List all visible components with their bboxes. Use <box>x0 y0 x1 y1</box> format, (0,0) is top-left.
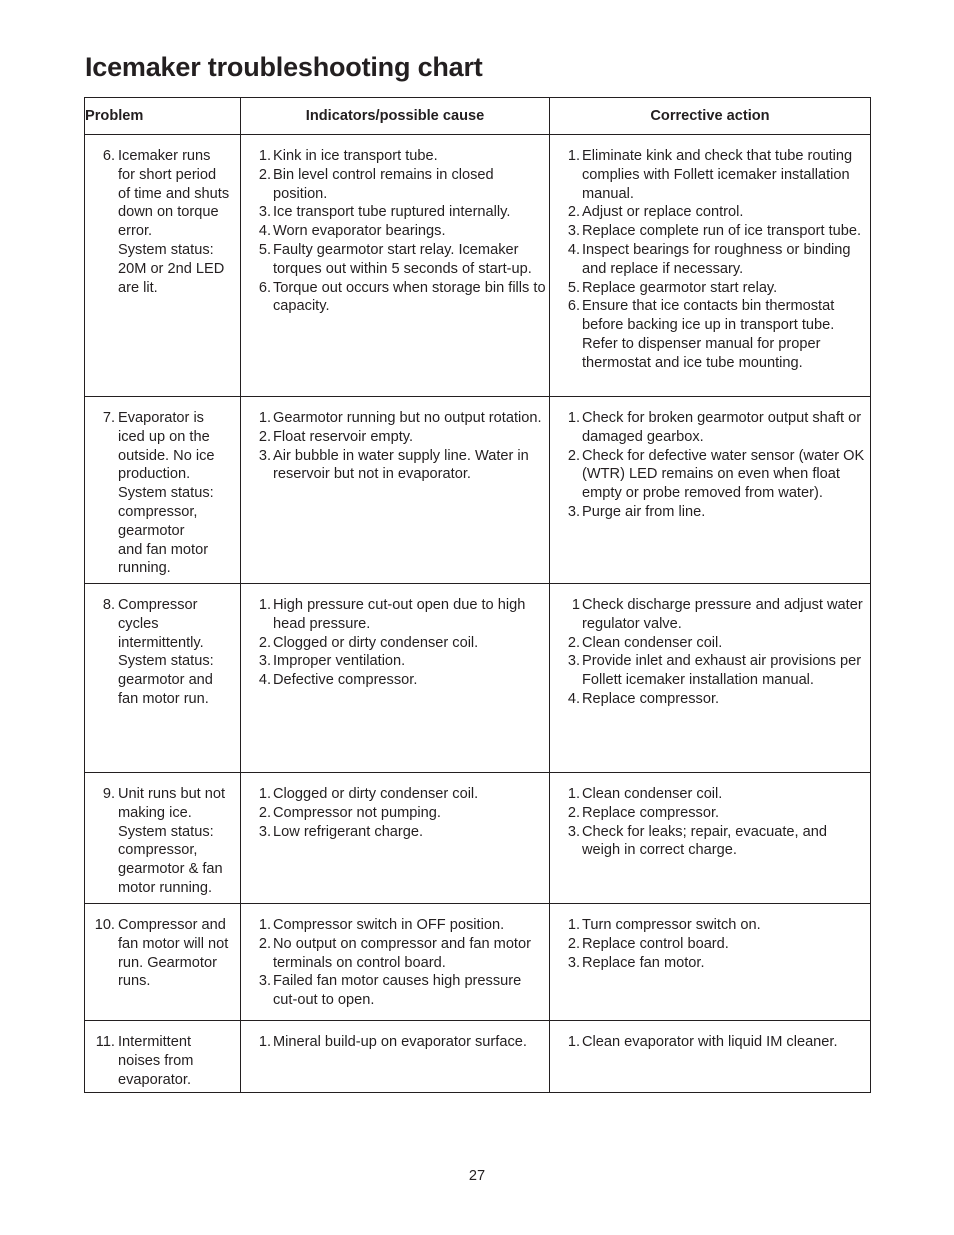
action-item <box>550 823 870 861</box>
header-problem: Problem <box>85 98 241 135</box>
problem-text: Compressor cycles intermittently. System status: gearmotor and fan motor run. <box>118 597 214 707</box>
action-item <box>550 409 870 447</box>
action-item <box>550 241 870 279</box>
action-item <box>550 447 870 503</box>
action-item-number: 1 <box>571 597 580 613</box>
action-item-number: 3. <box>567 653 580 670</box>
cause-item <box>241 203 549 222</box>
cause-item-text: Air bubble in water supply line. Water in reservoir but not in evaporator. <box>273 447 529 483</box>
action-cell <box>550 1020 871 1092</box>
action-list <box>550 596 870 719</box>
cause-item <box>241 785 549 804</box>
action-item-number: 1. <box>567 148 580 164</box>
cause-item-text: Clogged or dirty condenser coil. <box>273 786 479 802</box>
problem-cell <box>85 135 241 397</box>
problem-number: 9. <box>102 786 115 802</box>
cause-item <box>241 823 549 842</box>
problem-entry <box>85 409 240 578</box>
cause-item-text: High pressure cut-out open due to high head pressure. <box>273 597 526 632</box>
action-item <box>550 1033 870 1052</box>
cause-item-text: Mineral build-up on evaporator surface. <box>273 1033 527 1050</box>
cause-item-text: Compressor not pumping. <box>273 804 441 821</box>
cause-item <box>241 166 549 204</box>
cause-cell <box>241 135 550 397</box>
action-item <box>550 804 870 823</box>
problem-number: 7. <box>102 410 115 426</box>
problem-number: 6. <box>102 148 115 164</box>
table-row <box>85 135 871 397</box>
action-item-number: 5. <box>567 279 580 296</box>
action-item-text: Inspect bearings for roughness or binding and replace if necessary. <box>582 241 851 277</box>
problem-entry <box>85 596 240 709</box>
table-row <box>85 584 871 773</box>
action-item-text: Ensure that ice contacts bin thermostat before backing ice up in transport tube. Refer to dispenser manual for proper thermostat and ice tube mounting. <box>582 298 835 371</box>
cause-item-number: 3. <box>258 447 271 464</box>
cause-item-number: 3. <box>258 823 271 840</box>
cause-item <box>241 409 549 428</box>
action-item-number: 6. <box>567 298 580 315</box>
page-number: 27 <box>468 1168 486 1184</box>
action-item-number: 2. <box>567 804 580 821</box>
cause-item-text: Low refrigerant charge. <box>273 823 424 840</box>
problem-number: 8. <box>102 597 115 613</box>
cause-item-number: 2. <box>258 935 271 952</box>
action-item-number: 1. <box>567 786 580 802</box>
cause-item <box>241 972 549 1010</box>
cause-item <box>241 279 549 317</box>
cause-item <box>241 804 549 823</box>
cause-item-number: 2. <box>258 804 271 821</box>
cause-item-number: 1. <box>258 597 271 613</box>
cause-item-text: Improper ventilation. <box>273 653 406 670</box>
cause-list <box>241 596 549 700</box>
cause-item-text: Worn evaporator bearings. <box>273 223 446 240</box>
action-item-text: Check for defective water sensor (water OK (WTR) LED remains on even when float empty or probe removed from water). <box>582 447 865 502</box>
action-item-text: Replace compressor. <box>582 690 720 707</box>
cause-item <box>241 1033 549 1052</box>
action-item <box>550 690 870 709</box>
action-item-text: Replace complete run of ice transport tube. <box>582 223 862 240</box>
cause-item-number: 1. <box>258 917 271 933</box>
problem-entry <box>85 916 240 991</box>
cause-item-text: Gearmotor running but no output rotation. <box>273 410 542 426</box>
action-item-text: Adjust or replace control. <box>582 204 744 221</box>
header-action: Corrective action <box>550 98 871 135</box>
cause-item-number: 3. <box>258 204 271 221</box>
cause-cell <box>241 904 550 1021</box>
problem-text: Unit runs but not making ice. System status: compressor, gearmotor & fan motor running. <box>118 786 226 896</box>
action-item-number: 1. <box>567 917 580 933</box>
cause-item <box>241 147 549 166</box>
problem-text: Compressor and fan motor will not run. Gearmotor runs. <box>118 917 229 990</box>
action-item-text: Clean condenser coil. <box>582 786 723 802</box>
action-item-number: 3. <box>567 954 580 971</box>
action-item <box>550 634 870 653</box>
action-list <box>550 785 870 870</box>
problem-entry <box>85 785 240 898</box>
cause-item-number: 5. <box>258 241 271 258</box>
action-item-number: 2. <box>567 447 580 464</box>
action-item <box>550 203 870 222</box>
table-row <box>85 397 871 584</box>
action-item-text: Eliminate kink and check that tube routing complies with Follett icemaker installation manual. <box>582 148 853 202</box>
cause-list <box>241 1033 549 1062</box>
action-item-number: 3. <box>567 223 580 240</box>
action-item-number: 4. <box>567 241 580 258</box>
page-title: Icemaker troubleshooting chart <box>85 52 483 82</box>
cause-item-number: 2. <box>258 428 271 445</box>
action-item-text: Replace control board. <box>582 935 729 952</box>
action-item <box>550 652 870 690</box>
action-item-number: 1. <box>567 1033 580 1050</box>
action-item-number: 2. <box>567 634 580 651</box>
cause-item-text: No output on compressor and fan motor terminals on control board. <box>273 935 531 971</box>
cause-item-number: 6. <box>258 279 271 296</box>
cause-cell <box>241 584 550 773</box>
action-item-text: Replace gearmotor start relay. <box>582 279 778 296</box>
problem-cell <box>85 397 241 584</box>
action-item <box>550 916 870 935</box>
action-cell <box>550 773 871 904</box>
action-list <box>550 916 870 982</box>
action-item <box>550 596 870 634</box>
cause-item <box>241 935 549 973</box>
cause-cell <box>241 397 550 584</box>
action-item-number: 4. <box>567 690 580 707</box>
action-cell <box>550 397 871 584</box>
problem-text: Intermittent noises from evaporator. <box>118 1033 194 1088</box>
action-item-text: Purge air from line. <box>582 503 706 520</box>
cause-item-text: Ice transport tube ruptured internally. <box>273 204 511 221</box>
action-item-number: 2. <box>567 935 580 952</box>
cause-item-text: Torque out occurs when storage bin fills to capacity. <box>273 279 546 315</box>
action-item <box>550 503 870 522</box>
cause-item <box>241 652 549 671</box>
cause-item-text: Clogged or dirty condenser coil. <box>273 634 479 651</box>
action-item-number: 3. <box>567 823 580 840</box>
cause-item <box>241 222 549 241</box>
problem-number: 11. <box>95 1033 115 1050</box>
action-item-number: 2. <box>567 204 580 221</box>
cause-item-number: 4. <box>258 672 271 689</box>
cause-list <box>241 409 549 494</box>
header-cause: Indicators/possible cause <box>241 98 550 135</box>
cause-item-number: 3. <box>258 653 271 670</box>
cause-list <box>241 916 549 1020</box>
cause-list <box>241 147 549 326</box>
cause-item-text: Float reservoir empty. <box>273 428 414 445</box>
action-cell <box>550 584 871 773</box>
cause-item <box>241 671 549 690</box>
cause-item-number: 4. <box>258 223 271 240</box>
action-item <box>550 935 870 954</box>
action-item-text: Clean condenser coil. <box>582 634 723 651</box>
table-row <box>85 904 871 1021</box>
cause-item <box>241 447 549 485</box>
cause-item-number: 2. <box>258 634 271 651</box>
cause-item-text: Kink in ice transport tube. <box>273 148 438 164</box>
action-item-text: Replace compressor. <box>582 804 720 821</box>
cause-item-text: Bin level control remains in closed position. <box>273 166 494 202</box>
problem-entry <box>85 147 240 297</box>
action-item <box>550 297 870 372</box>
action-item-text: Replace fan motor. <box>582 954 705 971</box>
action-item <box>550 954 870 973</box>
problem-cell <box>85 584 241 773</box>
action-item-text: Clean evaporator with liquid IM cleaner. <box>582 1033 838 1050</box>
problem-text: Evaporator is iced up on the outside. No ice production. System status: compressor, gearmotor and fan motor running. <box>118 410 215 577</box>
action-list <box>550 1033 870 1062</box>
action-item-text: Check discharge pressure and adjust water regulator valve. <box>582 597 863 632</box>
action-item <box>550 785 870 804</box>
cause-list <box>241 785 549 851</box>
cause-item-number: 1. <box>258 148 271 164</box>
action-item-text: Check for leaks; repair, evacuate, and weigh in correct charge. <box>582 823 827 859</box>
action-item-text: Check for broken gearmotor output shaft or damaged gearbox. <box>582 410 862 445</box>
table-header-row <box>85 98 871 135</box>
problem-cell <box>85 1020 241 1092</box>
table-row <box>85 773 871 904</box>
action-item-text: Turn compressor switch on. <box>582 917 761 933</box>
cause-item <box>241 634 549 653</box>
problem-cell <box>85 773 241 904</box>
action-item-text: Provide inlet and exhaust air provisions per Follett icemaker installation manual. <box>582 653 862 689</box>
problem-number: 10. <box>94 917 115 933</box>
action-item <box>550 222 870 241</box>
action-item-number: 1. <box>567 410 580 426</box>
cause-cell <box>241 773 550 904</box>
action-item-number: 3. <box>567 503 580 520</box>
action-cell <box>550 904 871 1021</box>
action-list <box>550 147 870 383</box>
cause-item-number: 3. <box>258 973 271 990</box>
cause-item-number: 1. <box>258 410 271 426</box>
problem-entry <box>85 1033 240 1089</box>
cause-item-text: Defective compressor. <box>273 672 418 689</box>
cause-item <box>241 596 549 634</box>
cause-cell <box>241 1020 550 1092</box>
cause-item-text: Faulty gearmotor start relay. Icemaker torques out within 5 seconds of start-up. <box>273 241 532 277</box>
cause-item-text: Failed fan motor causes high pressure cut-out to open. <box>273 973 522 1009</box>
cause-item-number: 1. <box>258 786 271 802</box>
action-cell <box>550 135 871 397</box>
troubleshooting-table <box>84 97 871 1093</box>
cause-item-number: 2. <box>258 166 271 183</box>
table-row <box>85 1020 871 1092</box>
cause-item-number: 1. <box>258 1033 271 1050</box>
action-item <box>550 147 870 203</box>
problem-cell <box>85 904 241 1021</box>
cause-item-text: Compressor switch in OFF position. <box>273 917 505 933</box>
cause-item <box>241 241 549 279</box>
cause-item <box>241 428 549 447</box>
action-list <box>550 409 870 532</box>
problem-text: Icemaker runs for short period of time and shuts down on torque error. System status: 20M or 2nd LED are lit. <box>118 148 230 296</box>
action-item <box>550 279 870 298</box>
cause-item <box>241 916 549 935</box>
